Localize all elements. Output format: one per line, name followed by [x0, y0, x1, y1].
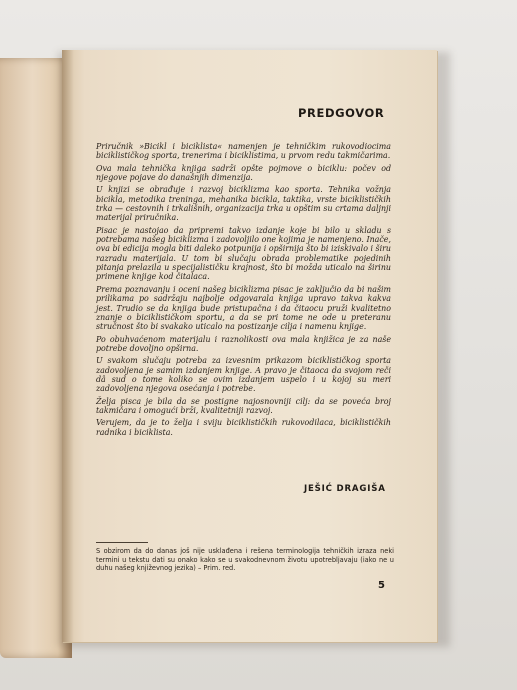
paragraph-5: Prema poznavanju i oceni našeg biciklizma pisac je zaključio da bi našim prilikama po sadržaju najbolje odgovarala knjiga upravo takva kakva jest. Trudio se da knjiga bude pristupačna i da čitaocu pruži kvalitetno znanje o biciklističkom sportu, a da se pri tome ne ode u preteranu stručnost što bi svakako uticalo na postizanje cilja i namenu knjige. [96, 284, 391, 332]
paragraph-8: Želja pisca je bila da se postigne najosnovniji cilj: da se poveća broj takmičara i omogući brži, kvalitetniji razvoj. [96, 396, 391, 415]
paragraph-9: Verujem, da je to želja i sviju biciklističkih rukovodilaca, biciklističkih radnika i biciklista. [96, 418, 391, 437]
page-heading: PREDGOVOR [298, 106, 385, 120]
page-gutter [62, 50, 74, 642]
paragraph-4: Pisac je nastojao da pripremi takvo izdanje koje bi bilo u skladu s potrebama našeg biciklizma i zadovoljilo one kojima je namenjeno. Inače, ova bi edicija mogla biti daleko potpunija i opširnija što bi iziskivalo i širu razradu materijala. U tom bi slučaju obrada problematike pojedinih pitanja prelazila u specijalističku krajnost, što bi možda uticalo na širinu primene knjige kod čitalaca. [96, 225, 391, 282]
paragraph-2: Ova mala tehnička knjiga sadrži opšte pojmove o biciklu: počev od njegove pojave do današnjih dimenzija. [96, 163, 391, 183]
paragraph-3: U knjizi se obrađuje i razvoj biciklizma kao sporta. Tehnika vožnja bicikla, metodika treninga, mehanika bicikla, taktika, vrste biciklističkih trka — cestovnih i trkališnih, organizacija trka u opštim su crtama daljnji materijal priručnika. [96, 185, 391, 223]
author-signature: JEŠIĆ DRAGIŠA [304, 484, 386, 494]
footnote-rule [96, 542, 148, 543]
paragraph-6: Po obuhvaćenom materijalu i raznolikosti ova mala knjižica je za naše potrebe dovoljno opširna. [96, 334, 391, 353]
preface-body [96, 142, 391, 440]
footnote: S obzirom da do danas još nije usklađena i rešena terminologija tehničkih izraza neki termini u tekstu dati su onako kako se u svakodnevnom životu upotrebljavaju (iako ne u duhu našeg književnog jezika) – Prim. red. [96, 547, 394, 573]
paragraph-1: Priručnik »Bicikl i biciklista« namenjen je tehničkim rukovodiocima biciklističkog sporta, trenerima i biciklistima, u prvom redu takmičarima. [96, 142, 391, 161]
page-number: 5 [378, 580, 385, 591]
paragraph-7: U svakom slučaju potreba za izvesnim prikazom biciklističkog sporta zadovoljena je samim izdanjem knjige. A pravo je čitaoca da svojom reči dâ sud o tome koliko se ovim izdanjem uspelo i u kojoj su meri zadovoljena njegova osećanja i potrebe. [96, 356, 391, 394]
